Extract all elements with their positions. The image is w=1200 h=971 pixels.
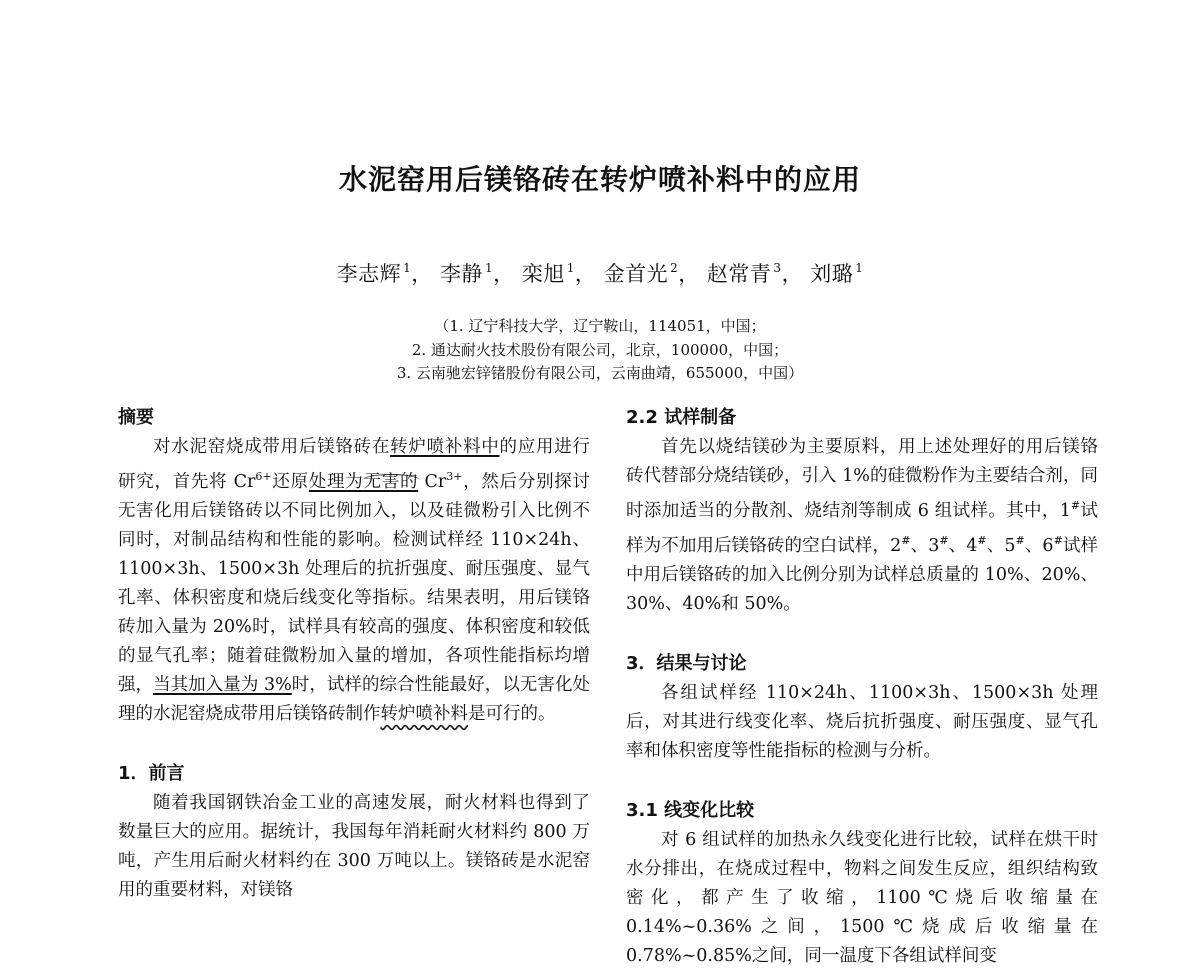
handwritten-wavy-underline: 转炉喷补料 [380,704,468,724]
author-affil-mark: 1 [566,261,575,275]
author-name: 李志辉 [336,262,402,286]
author-affil-mark: 1 [855,261,864,275]
paper-title: 水泥窑用后镁铬砖在转炉喷补料中的应用 [338,163,861,196]
handwritten-underline: 当其加入量为 3% [153,675,292,695]
author-name: 刘璐 [810,262,854,286]
author-affil-mark: 3 [773,261,782,275]
author-name: 金首光 [603,262,669,286]
author-affil-mark: 2 [670,261,679,275]
section-3-paragraph: 各组试样经 110×24h、1100×3h、1500×3h 处理后，对其进行线变化率、烧后抗折强度、耐压强度、显气孔率和体积密度等性能指标的检测与分析。 [626,683,1098,761]
author-list: 李志辉 $^1$， 李静 $^1$， 栾旭 $^1$， 金首光 $^2$， 赵常青 $^3$， 刘璐 $^1$ [336,261,864,286]
handwritten-underline: 处理为 [308,472,364,492]
left-column [118,403,590,905]
section-3-1-paragraph: 对 6 组试样的加热永久线变化进行比较，试样在烘干时水分排出，在烧成过程中，物料之间发生反应，组织结构致密化，都产生了收缩，1100℃烧后收缩量在 0.14%~0.36%之间，1500℃烧成后收缩量在 0.78%~0.85%之间，同一温度下各组试样间变 [626,830,1098,966]
abstract-paragraph: 对水泥窑烧成带用后镁铬砖在转炉喷补料中的应用进行研究，首先将 $Cr^{6+}$还原处理为无害的 $Cr^{3+}$，然后分别探讨无害化用后镁铬砖以不同比例加入，以及硅微粉引入比例不同时，对制品结构和性能的影响。检测试样经 110×24h、1100×3h、1500×3h 处理后的抗折强度、耐压强度、显气孔率、体积密度和烧后线变化等指标。结果表明，用后镁铬砖加入量为 20%时，试样具有较高的强度、体积密度和较低的显气孔率；随着硅微粉加入量的增加，各项性能指标均增强，当其加入量为 3%时，试样的综合性能最好，以无害化处理的水泥窑烧成带用后镁铬砖制作转炉喷补料是可行的。 [118,437,591,724]
author-name: 李静 [439,262,483,286]
intro-heading: 1．前言 [118,763,185,784]
author-affil-mark: 1 [403,261,412,275]
author-name: 栾旭 [521,262,565,286]
abstract-heading: 摘要 [118,407,154,428]
section-3-1-heading: 3.1 线变化比较 [626,800,755,821]
intro-paragraph: 随着我国钢铁冶金工业的高速发展，耐火材料也得到了数量巨大的应用。据统计，我国每年消耗耐火材料约 800 万吨，产生用后耐火材料约在 300 万吨以上。镁铬砖是水泥窑用的重要材料，对镁铬 [118,793,590,900]
handwritten-underline: 转炉喷补料中 [390,437,500,457]
affiliation-line: 2. 通达耐火技术股份有限公司，北京，100000，中国； [411,341,789,359]
author-affil-mark: 1 [484,261,494,275]
handwritten-mark: 无害的 [363,472,419,492]
affiliation-line: 3. 云南驰宏锌锗股份有限公司，云南曲靖，655000，中国） [396,364,804,382]
section-2-2-heading: 2.2 试样制备 [626,407,737,428]
section-3-heading: 3．结果与讨论 [626,653,747,674]
section-2-2-paragraph: 首先以烧结镁砂为主要原料，用上述处理好的用后镁铬砖代替部分烧结镁砂，引入 1%的硅微粉作为主要结合剂，同时添加适当的分散剂、烧结剂等制成 6 组试样。其中，1#试样为不加用后镁铬砖的空白试样，2#、3#、4#、5#、6#试样中用后镁铬砖的加入比例分别为试样总质量的 10%、20%、30%、40%和 50%。 [626,437,1099,614]
affiliation-line: （1. 辽宁科技大学，辽宁鞍山，114051，中国； [434,317,766,335]
right-column [626,403,1098,971]
author-name: 赵常青 [706,262,772,286]
